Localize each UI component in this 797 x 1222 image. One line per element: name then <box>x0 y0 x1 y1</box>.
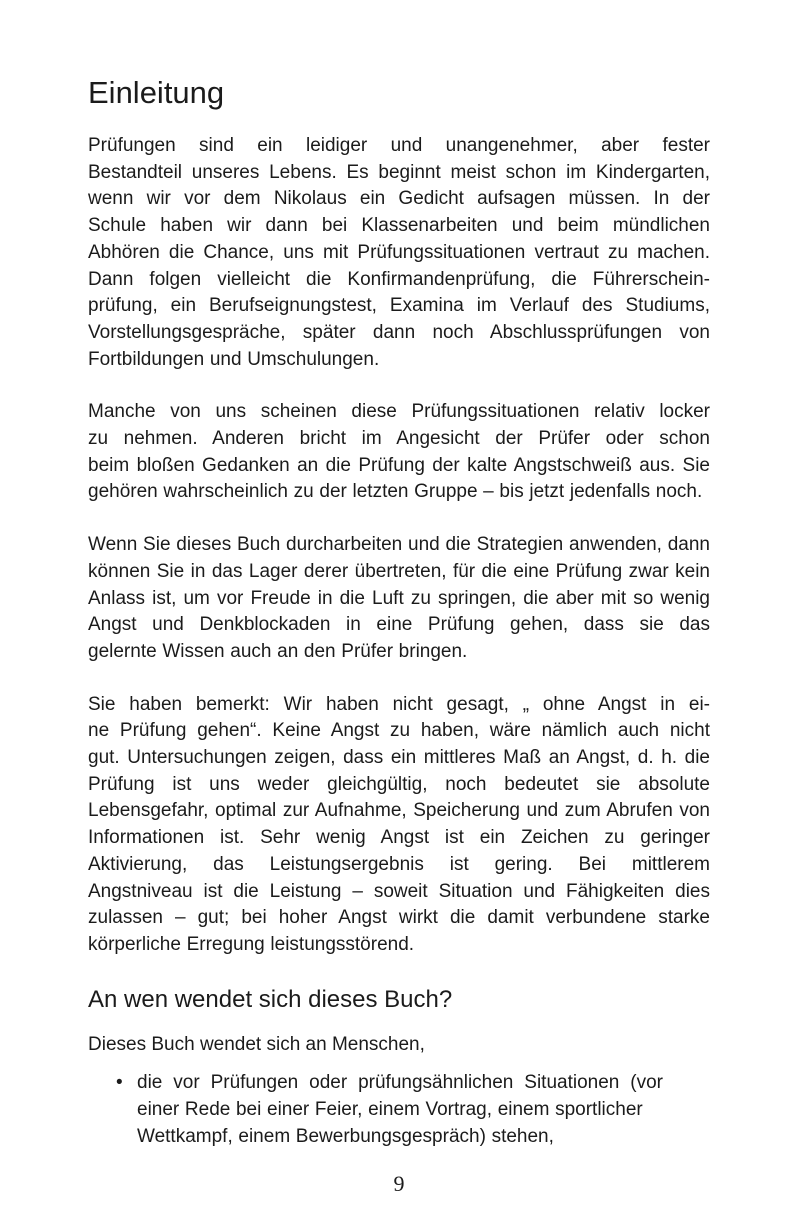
text-line: Prüfung ist uns weder gleichgültig, noch bedeutet sie absolute <box>88 773 710 795</box>
page-number: 9 <box>393 1170 405 1196</box>
paragraph <box>88 532 710 666</box>
text-line: Bestandteil unseres Lebens. Es beginnt meist schon im Kindergarten, <box>88 161 710 183</box>
text-line: beim bloßen Gedanken an die Prüfung der kalte Angstschweiß aus. Sie <box>88 454 710 476</box>
section-heading: An wen wendet sich dieses Buch? <box>88 985 453 1013</box>
text-line: gehören wahrscheinlich zu der letzten Gruppe – bis jetzt jedenfalls noch. <box>88 481 703 503</box>
text-line: zulassen – gut; bei hoher Angst wirkt die damit verbundene starke <box>88 907 710 929</box>
paragraph <box>88 399 710 506</box>
text-line: gut. Untersuchungen zeigen, dass ein mittleres Maß an Angst, d. h. die <box>88 747 710 769</box>
page-title: Einleitung <box>88 75 225 110</box>
text-line: Angst und Denkblockaden in eine Prüfung gehen, dass sie das <box>88 614 710 636</box>
text-line: wenn wir vor dem Nikolaus ein Gedicht aufsagen müssen. In der <box>88 188 710 210</box>
text-line: Lebensgefahr, optimal zur Aufnahme, Speicherung und zum Abrufen von <box>88 800 710 822</box>
text-line: ne Prüfung gehen“. Keine Angst zu haben, wäre nämlich auch nicht <box>88 720 710 742</box>
bullet-text <box>137 1070 663 1150</box>
text-line: Aktivierung, das Leistungsergebnis ist gering. Bei mittlerem <box>88 853 710 875</box>
text-line: einer Rede bei einer Feier, einem Vortrag, einem sportlicher <box>137 1099 643 1121</box>
text-line: Wettkampf, einem Bewerbungsgespräch) stehen, <box>137 1125 554 1147</box>
bullet-marker-icon: • <box>116 1072 123 1094</box>
text-line: Abhören die Chance, uns mit Prüfungssituationen vertraut zu machen. <box>88 241 710 263</box>
paragraph <box>88 692 710 959</box>
text-line: Prüfungen sind ein leidiger und unangenehmer, aber fester <box>88 135 710 156</box>
section-intro: Dieses Buch wendet sich an Menschen, <box>88 1033 425 1055</box>
bullet-item <box>88 1070 710 1150</box>
body-paragraphs <box>88 133 710 959</box>
text-line: Manche von uns scheinen diese Prüfungssituationen relativ locker <box>88 401 710 423</box>
text-line: prüfung, ein Berufseignungstest, Examina im Verlauf des Studiums, <box>88 295 710 317</box>
text-line: Schule haben wir dann bei Klassenarbeiten und beim mündlichen <box>88 215 710 237</box>
text-line: Wenn Sie dieses Buch durcharbeiten und die Strategien anwenden, dann <box>88 534 710 556</box>
text-line: Sie haben bemerkt: Wir haben nicht gesagt, „ ohne Angst in ei- <box>88 693 710 715</box>
text-line: Vorstellungsgespräche, später dann noch Abschlussprüfungen von <box>88 321 710 343</box>
paragraph <box>88 133 710 373</box>
text-line: Informationen ist. Sehr wenig Angst ist ein Zeichen zu geringer <box>88 827 710 849</box>
text-line: Dann folgen vielleicht die Konfirmandenprüfung, die Führerschein- <box>88 268 710 290</box>
text-line: zu nehmen. Anderen bricht im Angesicht der Prüfer oder schon <box>88 428 710 450</box>
bullet-list <box>88 1070 710 1150</box>
text-line: Fortbildungen und Umschulungen. <box>88 348 380 370</box>
text-line: Anlass ist, um vor Freude in die Luft zu springen, die aber mit so wenig <box>88 587 710 609</box>
text-line: Angstniveau ist die Leistung – soweit Situation und Fähigkeiten dies <box>88 880 710 902</box>
text-line: gelernte Wissen auch an den Prüfer bringen. <box>88 640 468 662</box>
text-line: körperliche Erregung leistungsstörend. <box>88 933 415 955</box>
text-line: können Sie in das Lager derer übertreten, für die eine Prüfung zwar kein <box>88 560 710 582</box>
text-line: die vor Prüfungen oder prüfungsähnlichen Situationen (vor <box>137 1072 663 1094</box>
